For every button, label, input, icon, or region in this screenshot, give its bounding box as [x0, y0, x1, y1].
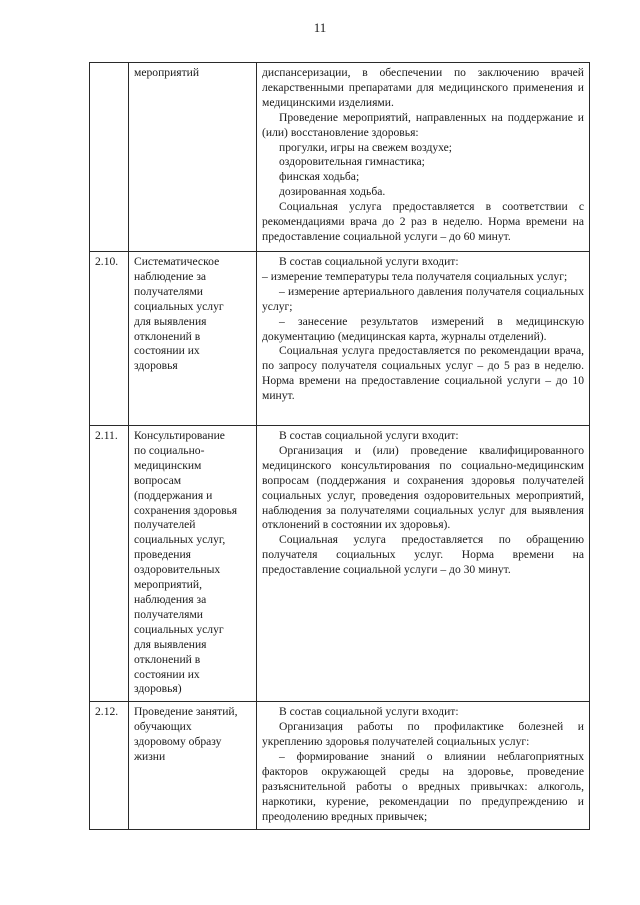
- service-name-line: вопросам: [134, 473, 182, 487]
- service-name-line: Систематическое: [134, 255, 220, 268]
- description-paragraph: прогулки, игры на свежем воздухе;: [279, 140, 453, 154]
- service-name-line: обучающих: [134, 720, 192, 734]
- service-name-line: состоянии их: [134, 667, 200, 681]
- service-number: 2.10.: [90, 252, 129, 426]
- service-name-line: Консультирование: [134, 429, 225, 442]
- service-name-line: сохранения здоровья: [134, 503, 238, 517]
- service-number: [90, 63, 129, 252]
- service-number: 2.12.: [90, 702, 129, 830]
- service-name-line: Проведение занятий,: [134, 705, 238, 719]
- description-paragraph: В состав социальной услуги входит:: [279, 255, 459, 268]
- service-number: 2.11.: [90, 426, 129, 702]
- service-name-line: отклонений в: [134, 652, 201, 666]
- service-name-line: получателей: [134, 518, 196, 532]
- service-name-line: по социально-: [134, 443, 205, 457]
- service-name-line: (поддержания и: [134, 488, 213, 502]
- service-name: [129, 63, 257, 252]
- description-paragraph: Организация и (или) проведение квалифицированного медицинского консультирования по социально-медицинским вопросам (поддержания и сохранения здоровья получателей социальных услуг, проведения оздоровительных мероприятий, наблюдения за получателями социальных услуг для выявления отклонений в состоянии их здоровья).: [262, 443, 584, 532]
- description-paragraph: Социальная услуга предоставляется по обращению получателя социальных услуг. Норма времени на предоставление социальной услуги – до 30 минут.: [262, 533, 584, 577]
- service-name-line: здоровья: [134, 359, 178, 373]
- table-row: [90, 63, 590, 252]
- description-paragraph: – измерение температуры тела получателя социальных услуг;: [262, 269, 568, 283]
- service-description: [257, 252, 590, 426]
- service-name-line: мероприятий: [134, 66, 200, 79]
- table-row: [90, 702, 590, 830]
- service-name-line: отклонений в: [134, 329, 201, 343]
- service-name: [129, 426, 257, 702]
- description-paragraph: финская ходьба;: [279, 170, 360, 184]
- service-name-line: мероприятий,: [134, 578, 202, 592]
- service-name-line: жизни: [134, 750, 166, 764]
- service-name-line: наблюдения за: [134, 592, 207, 606]
- table-row: [90, 252, 590, 426]
- service-name-line: социальных услуг,: [134, 533, 226, 547]
- description-paragraph: – измерение артериального давления получателя социальных услуг;: [262, 284, 584, 313]
- description-paragraph: Социальная услуга предоставляется в соответствии с рекомендациями врача до 2 раз в неделю. Норма времени на предоставление социальной услуги – до 60 минут.: [262, 200, 584, 243]
- description-paragraph: В состав социальной услуги входит:: [279, 705, 459, 719]
- service-name-line: для выявления: [134, 637, 207, 651]
- page-number: 11: [313, 20, 327, 35]
- service-name-line: получателями: [134, 607, 203, 621]
- description-paragraph: диспансеризации, в обеспечении по заключению врачей лекарственными препаратами для медицинского применения и медицинскими изделиями.: [262, 66, 584, 109]
- description-paragraph: Проведение мероприятий, направленных на поддержание и (или) восстановление здоровья:: [262, 110, 584, 139]
- services-table: [89, 62, 590, 830]
- service-name-line: состоянии их: [134, 344, 200, 358]
- description-paragraph: Организация работы по профилактике болезней и укреплению здоровья получателей социальных услуг:: [262, 720, 584, 749]
- description-paragraph: оздоровительная гимнастика;: [279, 155, 425, 169]
- service-name-line: здоровья): [134, 682, 182, 696]
- service-name-line: социальных услуг: [134, 299, 224, 313]
- service-name-line: здоровому образу: [134, 735, 222, 749]
- description-paragraph: дозированная ходьба.: [279, 185, 386, 199]
- service-name: [129, 252, 257, 426]
- table-row: [90, 426, 590, 702]
- service-name-line: наблюдение за: [134, 269, 207, 283]
- description-paragraph: – формирование знаний о влиянии неблагоприятных факторов окружающей среды на здоровье, проведение разъяснительной работы о вредных привычках: алкоголь, наркотики, курение, рекомендации по предупреждению и преодолению вредных привычек;: [262, 750, 584, 823]
- service-description: [257, 63, 590, 252]
- service-name-line: социальных услуг: [134, 622, 224, 636]
- service-description: [257, 426, 590, 702]
- service-name-line: оздоровительных: [134, 563, 221, 577]
- service-name-line: получателями: [134, 284, 203, 298]
- description-paragraph: Социальная услуга предоставляется по рекомендации врача, по запросу получателя социальных услуг – до 5 раз в неделю. Норма времени на предоставление социальной услуги – до 10 минут.: [262, 344, 584, 403]
- service-name-line: проведения: [134, 548, 191, 562]
- description-paragraph: – занесение результатов измерений в медицинскую документацию (медицинская карта, журналы отделений).: [262, 314, 584, 343]
- description-paragraph: В состав социальной услуги входит:: [279, 429, 459, 442]
- service-name-line: медицинским: [134, 458, 202, 472]
- service-name: [129, 702, 257, 830]
- service-description: [257, 702, 590, 830]
- service-name-line: для выявления: [134, 314, 207, 328]
